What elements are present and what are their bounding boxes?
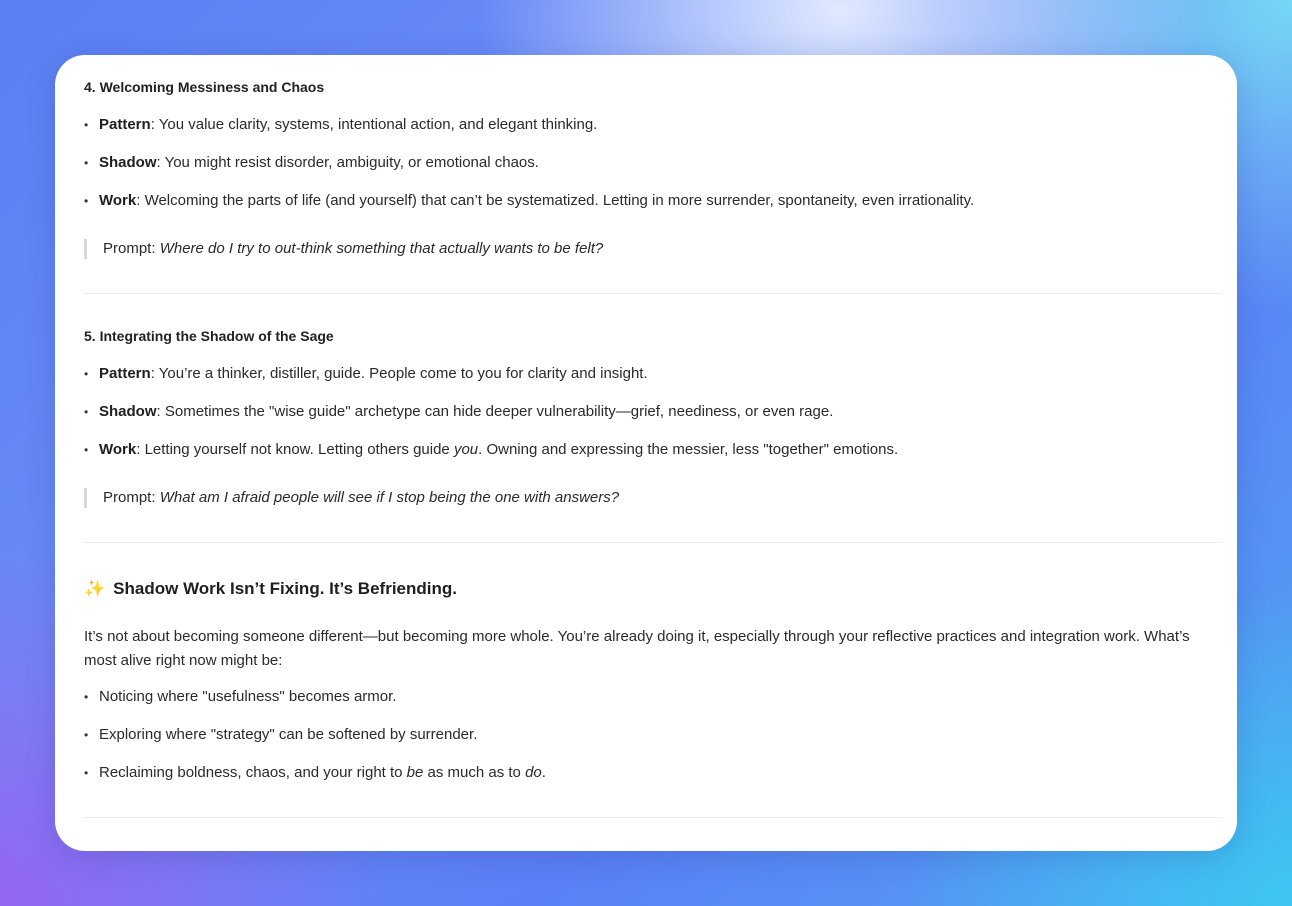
shadow-label: Shadow (99, 403, 157, 420)
list-item-text: Reclaiming boldness, chaos, and your right to (99, 764, 407, 781)
list-item-emphasis: be (406, 764, 424, 781)
list-item-text: Exploring where "strategy" can be softened by surrender. (99, 726, 478, 743)
pattern-label: Pattern (99, 116, 151, 133)
list-item-pattern (84, 364, 1222, 384)
list-item-text: Noticing where "usefulness" becomes armor. (99, 688, 397, 705)
prompt-quote-5 (84, 488, 1222, 508)
prompt-text: Where do I try to out-think something that actually wants to be felt? (159, 240, 604, 257)
list-item-text: as much as to (423, 764, 526, 781)
closing-heading (84, 577, 1222, 601)
work-label: Work (99, 192, 137, 209)
work-text-emphasis: you (453, 441, 479, 458)
prompt-label: Prompt: (103, 240, 160, 257)
work-text: : Welcoming the parts of life (and yourself) that can’t be systematized. Letting in more surrender, spontaneity, even irrationality. (136, 192, 975, 209)
closing-heading-text: Shadow Work Isn’t Fixing. It’s Befriending. (113, 579, 457, 598)
work-text-rest: . Owning and expressing the messier, less "together" emotions. (478, 441, 899, 458)
chat-message-card (55, 55, 1237, 851)
shadow-text: : Sometimes the "wise guide" archetype can hide deeper vulnerability—grief, neediness, or even rage. (156, 403, 834, 420)
work-text: : Letting yourself not know. Letting others guide (136, 441, 454, 458)
list-item-shadow (84, 153, 1222, 173)
pattern-label: Pattern (99, 365, 151, 382)
list-item (84, 763, 1222, 783)
pattern-text: : You value clarity, systems, intentional action, and elegant thinking. (150, 116, 598, 133)
prompt-label: Prompt: (103, 489, 160, 506)
closing-paragraph: It’s not about becoming someone different—but becoming more whole. You’re already doing it, especially through your reflective practices and integration work. What’s most alive right now might be: (84, 628, 1190, 669)
closing-list (84, 687, 1222, 783)
list-item-pattern (84, 115, 1222, 135)
section-title-5: 5. Integrating the Shadow of the Sage (84, 328, 334, 344)
divider (84, 293, 1222, 294)
list-item-text: . (541, 764, 546, 781)
sparkles-icon: ✨ (84, 579, 106, 598)
pattern-text: : You’re a thinker, distiller, guide. People come to you for clarity and insight. (150, 365, 648, 382)
list-item-emphasis: do (525, 764, 542, 781)
shadow-text: : You might resist disorder, ambiguity, or emotional chaos. (156, 154, 539, 171)
section-title-4: 4. Welcoming Messiness and Chaos (84, 79, 325, 95)
divider (84, 542, 1222, 543)
shadow-label: Shadow (99, 154, 157, 171)
list-item-work (84, 191, 1222, 211)
list-item-work (84, 440, 1222, 460)
list-item-shadow (84, 402, 1222, 422)
divider (84, 817, 1222, 818)
prompt-text: What am I afraid people will see if I stop being the one with answers? (159, 489, 620, 506)
message-content (84, 77, 1222, 818)
section-4-list (84, 115, 1222, 211)
work-label: Work (99, 441, 137, 458)
list-item (84, 687, 1222, 707)
prompt-quote-4 (84, 239, 1222, 259)
list-item (84, 725, 1222, 745)
section-5-list (84, 364, 1222, 460)
